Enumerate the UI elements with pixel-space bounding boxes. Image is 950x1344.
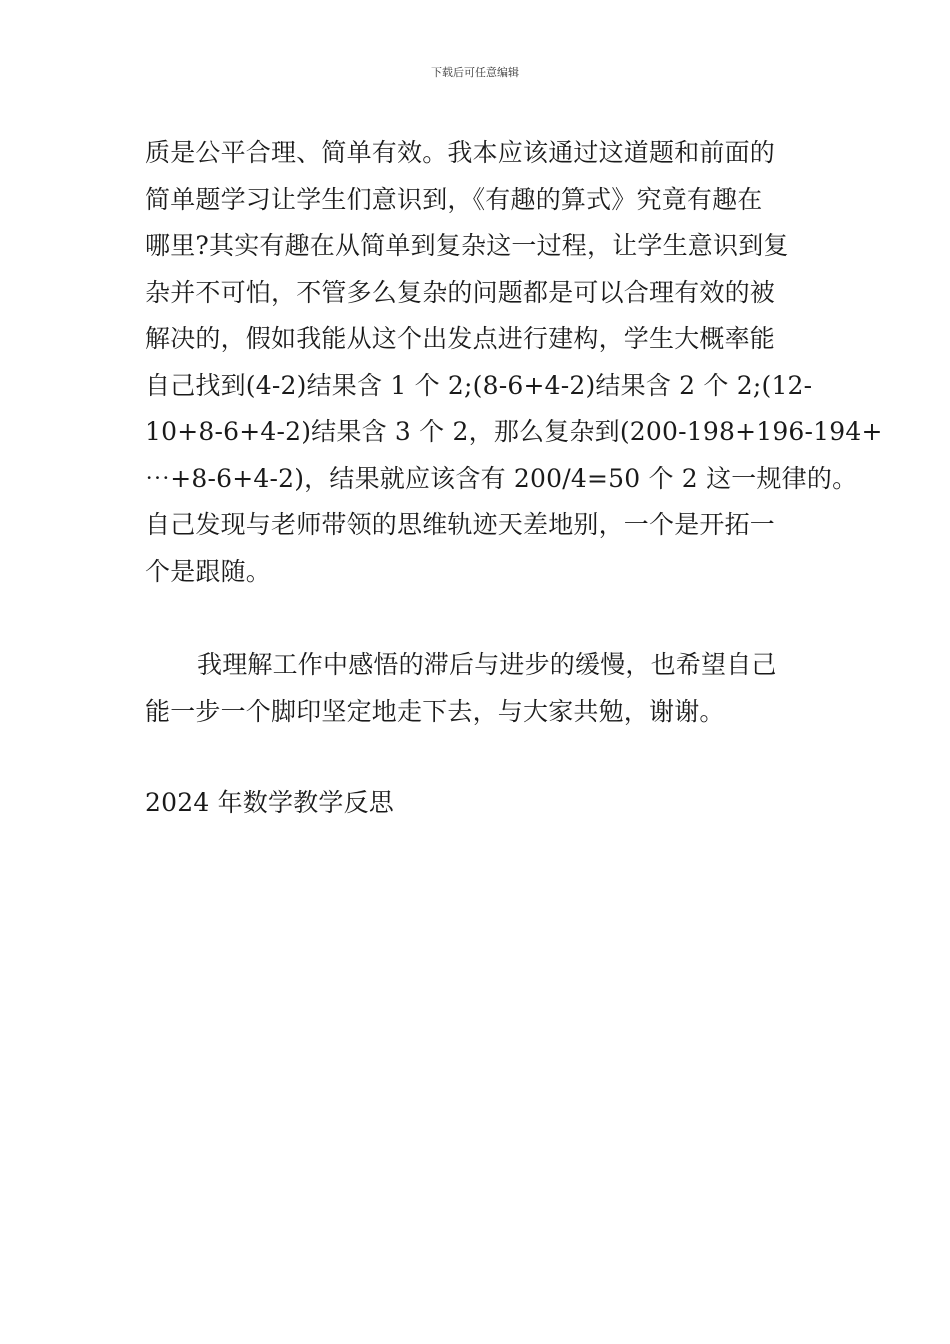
paragraph-line: 质是公平合理、简单有效。我本应该通过这道题和前面的 xyxy=(145,138,776,167)
paragraph-line: 哪里?其实有趣在从简单到复杂这一过程，让学生意识到复 xyxy=(145,231,789,260)
paragraph-line: 自己找到(4-2)结果含 1 个 2;(8-6+4-2)结果含 2 个 2;(12- xyxy=(145,370,813,400)
paragraph-line: 自己发现与老师带领的思维轨迹天差地别，一个是开拓一 xyxy=(145,510,776,539)
document-body xyxy=(145,130,883,827)
paragraph-spacer xyxy=(145,735,815,780)
paragraph-line: 10+8-6+4-2)结果含 3 个 2，那么复杂到(200-198+196-194+ xyxy=(145,417,883,446)
paragraph-line: 个是跟随。 xyxy=(145,556,272,586)
paragraph-2 xyxy=(145,642,815,735)
page-header-note: 下载后可任意编辑 xyxy=(431,66,519,79)
section-heading: 2024 年数学教学反思 xyxy=(145,788,394,817)
paragraph-line: 杂并不可怕，不管多么复杂的问题都是可以合理有效的被 xyxy=(145,277,776,307)
paragraph-line: 简单题学习让学生们意识到，《有趣的算式》究竟有趣在 xyxy=(145,184,763,214)
paragraph-spacer xyxy=(145,595,815,642)
paragraph-1 xyxy=(145,130,883,595)
paragraph-line: ⋯+8-6+4-2)，结果就应该含有 200/4=50 个 2 这一规律的。 xyxy=(145,463,858,493)
paragraph-line: 我理解工作中感悟的滞后与进步的缓慢，也希望自己 xyxy=(197,650,777,679)
paragraph-line: 能一步一个脚印坚定地走下去，与大家共勉，谢谢。 xyxy=(145,696,725,726)
paragraph-line: 解决的，假如我能从这个出发点进行建构，学生大概率能 xyxy=(145,324,776,353)
